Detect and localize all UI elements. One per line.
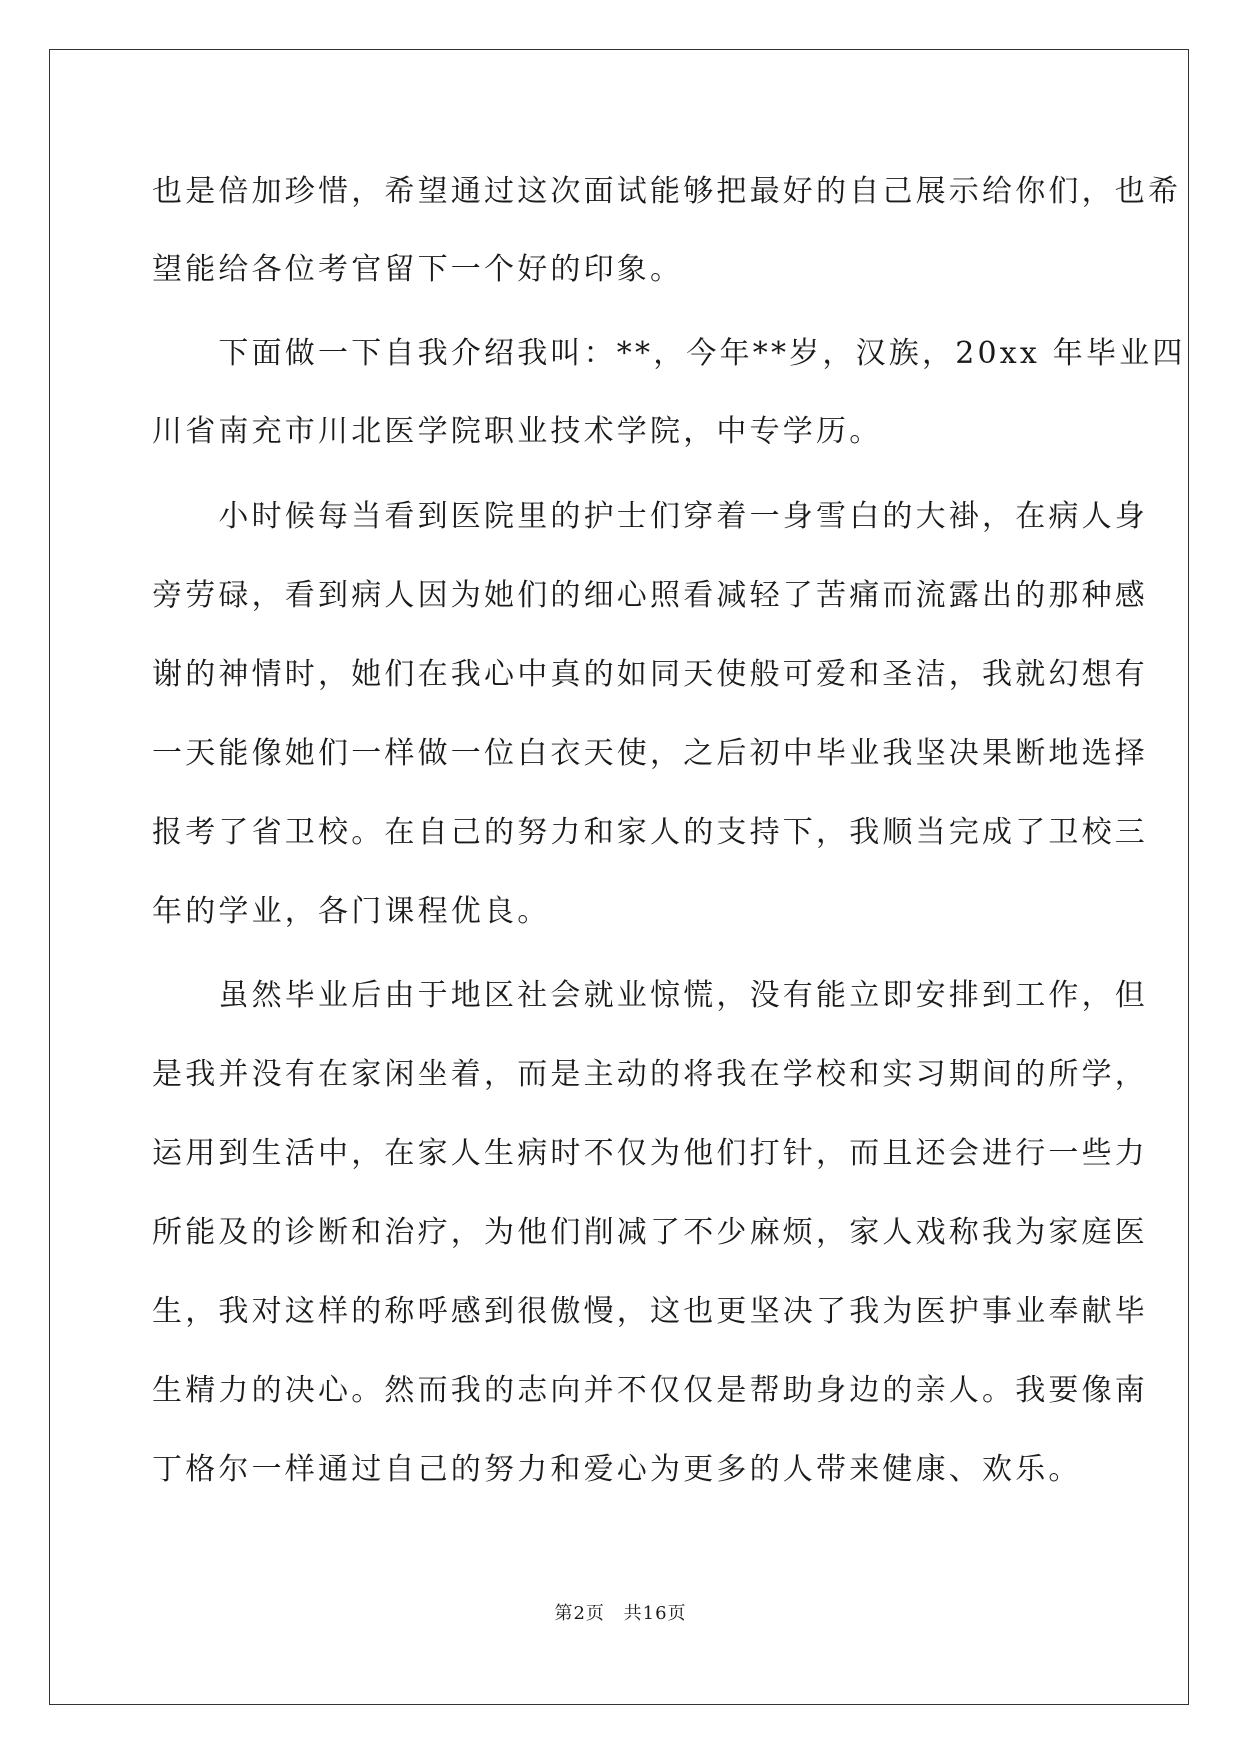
text-line-2: 望能给各位考官留下一个好的印象。 [152,252,684,287]
text-line-14: 所能及的诊断和治疗，为他们削减了不少麻烦，家人戏称我为家庭医 [152,1215,1148,1250]
page-footer [0,1602,1241,1626]
text-line-7: 谢的神情时，她们在我心中真的如同天使般可爱和圣洁，我就幻想有 [152,657,1148,692]
page-number: 第2页 [554,1603,605,1624]
text-line-9: 报考了省卫校。在自己的努力和家人的支持下，我顺当完成了卫校三 [152,815,1148,850]
text-line-16: 生精力的决心。然而我的志向并不仅仅是帮助身边的亲人。我要像南 [152,1373,1148,1408]
text-line-1: 也是倍加珍惜，希望通过这次面试能够把最好的自己展示给你们，也希 [152,174,1182,209]
text-line-15: 生，我对这样的称呼感到很傲慢，这也更坚决了我为医护事业奉献毕 [152,1294,1148,1329]
text-line-6: 旁劳碌，看到病人因为她们的细心照看减轻了苦痛而流露出的那种感 [152,578,1148,613]
text-line-8: 一天能像她们一样做一位白衣天使，之后初中毕业我坚决果断地选择 [152,736,1148,771]
text-line-17: 丁格尔一样通过自己的努力和爱心为更多的人带来健康、欢乐。 [152,1452,1082,1487]
text-line-5: 小时候每当看到医院里的护士们穿着一身雪白的大褂，在病人身 [152,499,1148,534]
text-line-12: 是我并没有在家闲坐着，而是主动的将我在学校和实习期间的所学， [152,1057,1148,1092]
page-total: 共16页 [623,1603,687,1624]
text-line-13: 运用到生活中，在家人生病时不仅为他们打针，而且还会进行一些力 [152,1136,1148,1171]
text-line-4: 川省南充市川北医学院职业技术学院，中专学历。 [152,414,883,449]
text-line-11: 虽然毕业后由于地区社会就业惊慌，没有能立即安排到工作，但 [152,978,1148,1013]
text-line-3: 下面做一下自我介绍我叫：**，今年**岁，汉族，20xx 年毕业四 [152,336,1186,371]
text-line-10: 年的学业，各门课程优良。 [152,894,551,929]
